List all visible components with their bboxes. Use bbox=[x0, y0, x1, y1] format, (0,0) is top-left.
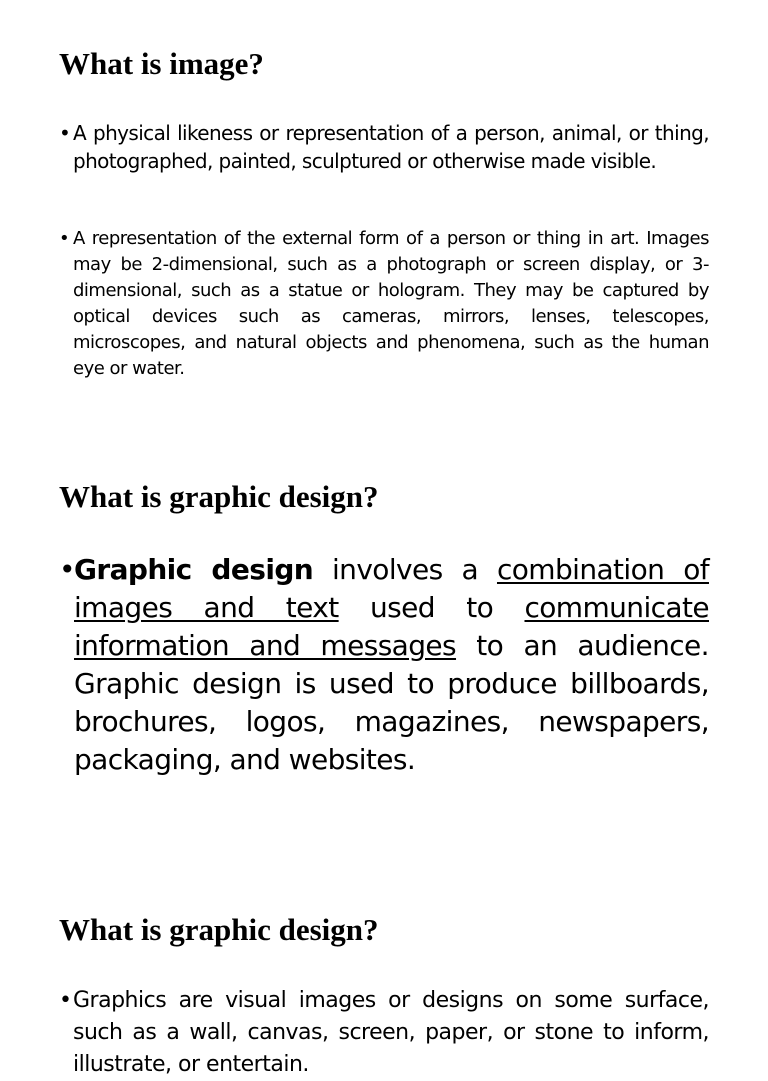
bullet-dot: • bbox=[59, 121, 71, 145]
graphics-definition-bullet bbox=[59, 985, 709, 1081]
bold-term: Graphic design bbox=[74, 553, 314, 586]
image-definition-bullet-1 bbox=[59, 119, 709, 175]
section-title-what-is-graphic-design-2: What is graphic design? bbox=[59, 912, 379, 947]
graphic-design-definition-bullet bbox=[59, 551, 709, 779]
bullet-dot: • bbox=[59, 553, 75, 586]
bullet-text-part: to an audience. Graphic design is used to produce billboards, brochures, logos, magazines, newspapers, packaging, and websites. bbox=[74, 629, 709, 776]
bullet-text: Graphics are visual images or designs on some surface, such as a wall, canvas, screen, paper, or stone to inform, illustrate, or entertain. bbox=[73, 988, 709, 1077]
bullet-dot: • bbox=[59, 988, 72, 1013]
bullet-text-part: used to bbox=[338, 591, 525, 624]
bullet-text: A physical likeness or representation of a person, animal, or thing, photographed, painted, sculptured or otherwise made visible. bbox=[73, 121, 709, 173]
section-title-what-is-graphic-design: What is graphic design? bbox=[59, 479, 379, 514]
underlined-phrase: combination of images and text bbox=[74, 553, 709, 624]
bullet-dot: • bbox=[59, 228, 70, 249]
underlined-phrase: communicate information and messages bbox=[74, 591, 709, 662]
section-title-what-is-image: What is image? bbox=[59, 46, 264, 81]
bullet-text: A representation of the external form of a person or thing in art. Images may be 2-dimensional, such as a photograph or screen display, or 3-dimensional, such as a statue or hologram. They may be captured by optical devices such as cameras, mirrors, lenses, telescopes, microscopes, and natural objects and phenomena, such as the human eye or water. bbox=[73, 228, 709, 379]
bullet-text-part: involves a bbox=[313, 553, 497, 586]
image-definition-bullet-2 bbox=[59, 226, 709, 382]
